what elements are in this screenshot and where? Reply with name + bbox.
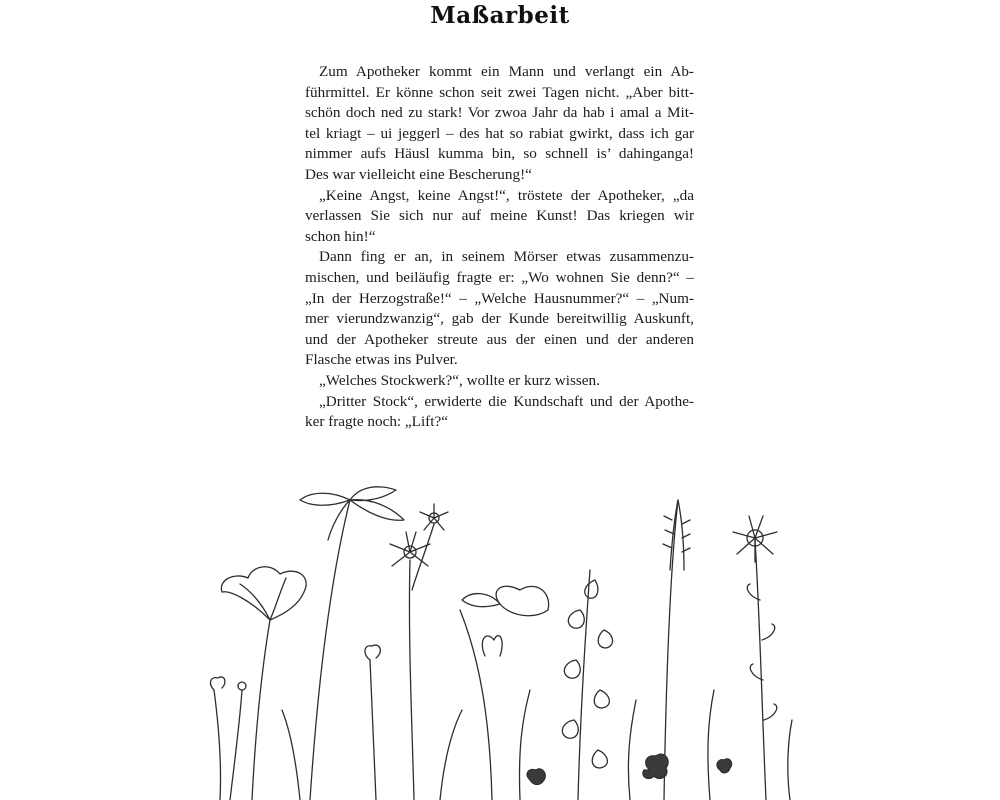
dark-blossoms xyxy=(527,754,731,784)
text-line: Flasche etwas ins Pulver. xyxy=(305,351,458,369)
grass-spike xyxy=(663,500,690,800)
text-line: „Keine Angst, keine Angst!“, tröstete der Apotheker, „da xyxy=(319,186,694,204)
text-line: „In der Herzogstraße!“ – „Welche Hausnummer?“ – „Num- xyxy=(305,289,694,307)
text-line: schon hin!“ xyxy=(305,227,376,245)
umbel-flower xyxy=(300,487,404,800)
text-line: und der Apotheker streute aus der einen und der anderen xyxy=(305,330,694,348)
text-line: mer vierundzwanzig“, gab der Kunde bereitwillig Auskunft, xyxy=(305,310,694,328)
story-text xyxy=(305,62,694,433)
text-line: nimmer aufs Häusl kumma bin, so schnell is’ dahinganga! xyxy=(305,145,694,163)
text-line: mischen, und beiläufig fragte er: „Wo wohnen Sie denn?“ – xyxy=(305,268,694,286)
text-line: führmittel. Er könne schon seit zwei Tagen nicht. „Aber bitt- xyxy=(305,83,694,101)
right-daisy xyxy=(733,516,777,800)
text-line: Des war vielleicht eine Bescherung!“ xyxy=(305,165,532,183)
drooping-flower xyxy=(460,586,549,800)
text-line: tel kriagt – ui jeggerl – des hat so rabiat gwirkt, dass ich gar xyxy=(305,124,694,142)
text-line: „Welches Stockwerk?“, wollte er kurz wissen. xyxy=(319,371,600,389)
daisy-cluster xyxy=(390,504,448,800)
text-line: ker fragte noch: „Lift?“ xyxy=(305,413,448,431)
text-line: verlassen Sie sich nur auf meine Kunst! Das kriegen wir xyxy=(305,207,694,225)
text-line: schön doch ned zu stark! Vor zwoa Jahr da hab i amal a Mit- xyxy=(305,104,694,122)
wildflower-illustration xyxy=(200,480,800,800)
small-buds xyxy=(211,645,381,800)
text-line: Dann fing er an, in seinem Mörser etwas zusammenzu- xyxy=(319,248,694,266)
text-line: Zum Apotheker kommt ein Mann und verlangt ein Ab- xyxy=(319,63,694,80)
text-line: „Dritter Stock“, erwiderte die Kundschaft und der Apothe- xyxy=(319,392,694,410)
page-title: Maßarbeit xyxy=(430,2,570,29)
foxglove-spike xyxy=(562,570,612,800)
